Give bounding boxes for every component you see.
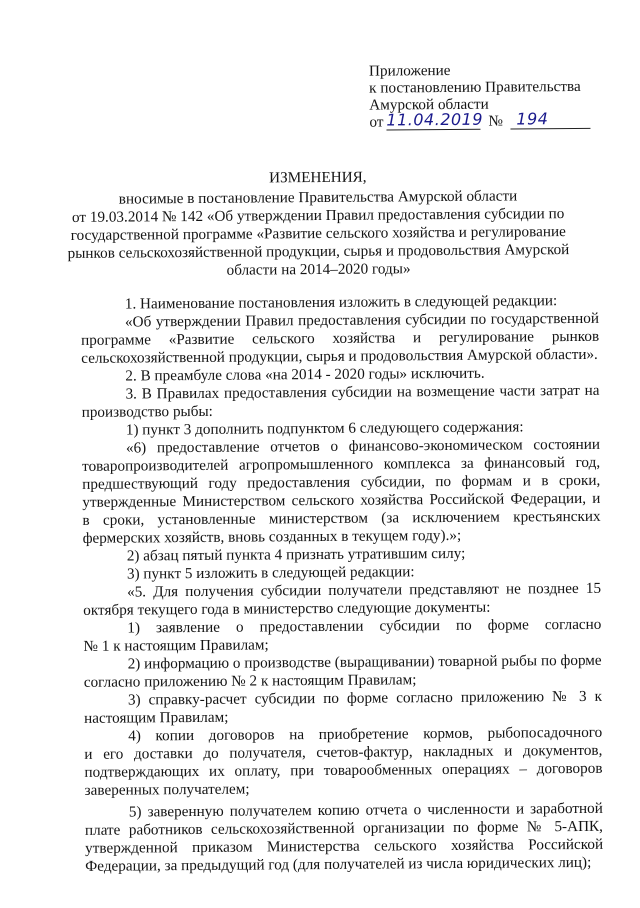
body-line: настоящим Правилам; [84,708,229,727]
body-line: 3. В Правилах предоставления субсидии на возмещение части затрат на [125,381,600,403]
header-num-value: 194 [510,110,590,130]
title-line: вносимые в постановление Правительства Амурской области [118,187,518,208]
body-line: подтверждающих их оплату, при товарообменных операциях – договоров [84,759,603,781]
header-line-3: Амурской области [369,95,489,114]
title-line: рынков сельскохозяйственной продукции, сырья и продовольствия Амурской [67,241,570,262]
header-line-2: к постановлению Правительства [369,77,581,97]
body-line: 3) справку-расчет субсидии по форме согласно приложению № 3 к [127,687,602,709]
title-main: ИЗМЕНЕНИЯ, [269,168,367,187]
body-line: Федерации, за предыдущий год (для получателей из числа юридических лиц); [85,853,592,875]
body-line: октября текущего года в министерство следующие документы: [83,598,491,619]
body-line: «Об утверждении Правил предоставления субсидии по государственной [124,309,600,331]
header-date-value: 11.04.2019 [386,109,484,130]
body-line: «5. Для получения субсидии получатели представляют не позднее 15 [127,579,602,601]
header-line-1: Приложение [368,61,451,80]
body-line: 1) заявление о предоставлении субсидии по форме согласно [127,615,602,637]
body-line: заверенных получателем; [84,780,250,799]
title-line: государственной программе «Развитие сельского хозяйства и регулирование [70,223,566,244]
header-date-prefix: от [369,113,384,131]
body-line: фермерских хозяйств, вновь созданных в текущем году).»; [82,526,462,547]
body-line: предшествующий году предоставления субсидии, по формам и в сроки, [82,471,601,493]
title-line: от 19.03.2014 № 142 «Об утверждении Правил предоставления субсидии по [71,205,565,226]
title-line: области на 2014–2020 годы» [226,260,411,279]
body-line: 2) информацию о производстве (выращивании) товарной рыбы по форме [127,651,602,673]
body-line: и его доставки до получателя, счетов-фактур, накладных и документов, [84,741,603,763]
body-line: 1. Наименование постановления изложить в следующей редакции: [124,292,558,313]
body-line: товаропроизводителей агропромышленного комплекса за финансовый год, [82,453,601,475]
header-num-prefix: № [488,112,503,130]
body-line: утвержденной приказом Министерства сельского хозяйства Российской [85,835,604,857]
body-line: 4) копии договоров на приобретение кормов, рыбопосадочного [128,723,603,745]
body-line: сельскохозяйственной продукции, сырья и продовольствия Амурской области». [81,345,598,367]
body-line: плате работников сельскохозяйственной организации по форме № 5-АПК, [84,817,604,839]
body-line: 2) абзац пятый пункта 4 признать утратившим силу; [126,544,466,565]
body-line: производство рыбы: [81,402,213,421]
body-line: согласно приложению № 2 к настоящим Правилам; [83,671,417,691]
body-line: 3) пункт 5 изложить в следующей редакции: [126,563,415,583]
body-line: № 1 к настоящим Правилам; [83,636,269,655]
body-line: утвержденные Министерством сельского хозяйства Российской Федерации, и [82,489,601,511]
body-line: программе «Развитие сельского хозяйства и регулирование рынков [81,327,600,349]
body-line: «6) предоставление отчетов о финансово-экономическом состоянии [125,435,601,457]
body-line: 1) пункт 3 дополнить подпунктом 6 следующего содержания: [125,418,524,439]
body-line: в сроки, установленные министерством (за исключением крестьянских [82,507,601,529]
body-line: 5) заверенную получателем копию отчета о численности и заработной [128,799,603,821]
body-line: 2. В преамбуле слова «на 2014 - 2020 годы» исключить. [125,364,485,385]
